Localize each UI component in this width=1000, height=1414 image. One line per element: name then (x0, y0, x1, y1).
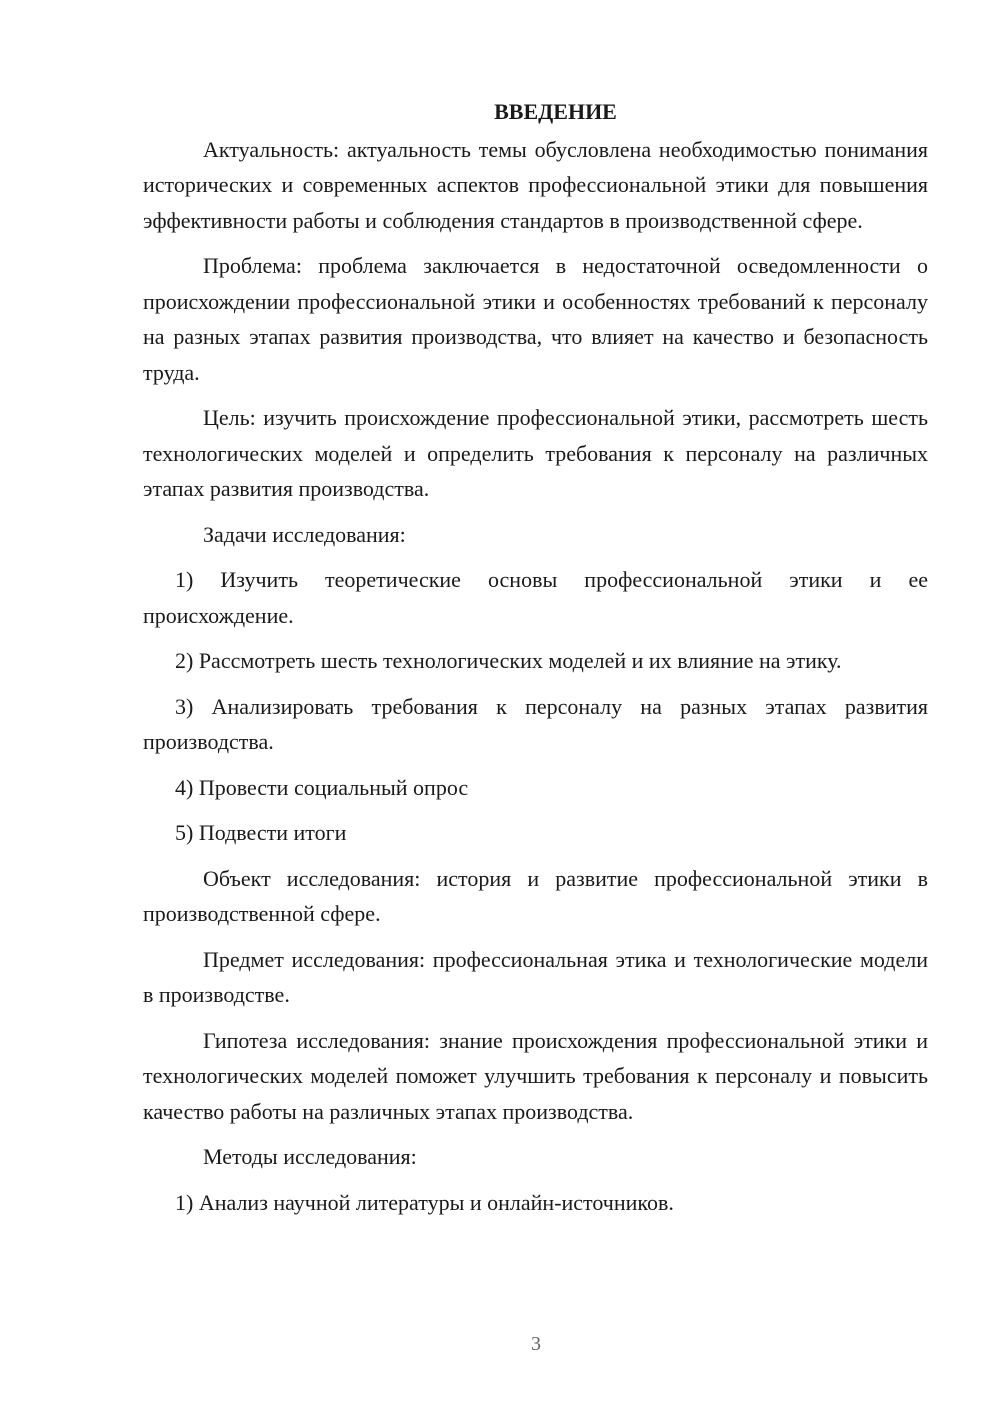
task-item: 2) Рассмотреть шесть технологических моделей и их влияние на этику. (175, 648, 842, 673)
task-item: 1) Изучить теоретические основы профессиональной этики и ее происхождение. (143, 567, 928, 628)
page-number: 3 (531, 1333, 541, 1355)
hypothesis-paragraph: Гипотеза исследования: знание происхождения профессиональной этики и технологических моделей поможет улучшить требования к персоналу и повысить качество работы на различных этапах производства. (143, 1027, 928, 1124)
page-body (143, 94, 928, 1220)
task-item: 3) Анализировать требования к персоналу на разных этапах развития производства. (143, 693, 928, 754)
object-paragraph: Объект исследования: история и развитие профессиональной этики в производственной сфере. (143, 865, 928, 926)
page-title: ВВЕДЕНИЕ (494, 99, 617, 124)
relevance-paragraph: Актуальность: актуальность темы обусловлена необходимостью понимания исторических и современных аспектов профессиональной этики для повышения эффективности работы и соблюдения стандартов в производственной сфере. (143, 136, 928, 233)
tasks-heading: Задачи исследования: (203, 521, 406, 547)
task-item: 5) Подвести итоги (175, 820, 347, 845)
method-item: 1) Анализ научной литературы и онлайн-источников. (175, 1189, 674, 1215)
problem-paragraph: Проблема: проблема заключается в недостаточной осведомленности о происхождении профессиональной этики и особенностях требований к персоналу на разных этапах развития производства, что влияет на качество и безопасность труда. (143, 253, 928, 385)
task-item: 4) Провести социальный опрос (175, 774, 469, 800)
methods-heading: Методы исследования: (203, 1144, 417, 1169)
goal-paragraph: Цель: изучить происхождение профессиональной этики, рассмотреть шесть технологических моделей и определить требования к персоналу на различных этапах развития производства. (143, 405, 928, 501)
subject-paragraph: Предмет исследования: профессиональная этика и технологические модели в производстве. (143, 946, 928, 1007)
